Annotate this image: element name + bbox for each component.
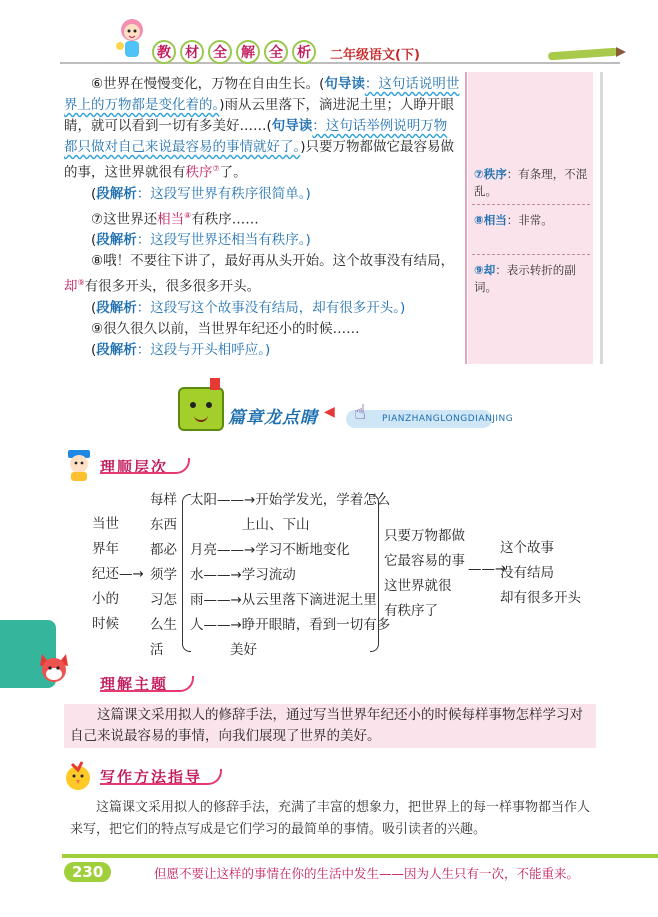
diagram-text: 没有结局 xyxy=(500,565,554,581)
text: ⑦这世界还 xyxy=(91,211,158,227)
pencil-tip-icon xyxy=(616,47,626,57)
analysis-label: 段解析 xyxy=(96,185,137,202)
diagram-text: 么生 xyxy=(150,617,177,633)
passage xyxy=(64,74,460,361)
diagram-text: 太阳——→开始学发光，学着怎么 xyxy=(190,492,391,508)
title-char: 教 xyxy=(152,40,176,64)
analysis-4: (段解析：这段与开头相呼应。) xyxy=(91,341,271,358)
note-text: ：有条理，不混乱。 xyxy=(474,167,588,198)
diagram-text: 只要万物都做 xyxy=(384,528,465,544)
diagram-text: 界年 xyxy=(92,541,119,557)
note-ref: ⑧ xyxy=(184,210,192,220)
analysis-text: ：这段与开头相呼应。) xyxy=(136,341,271,358)
notes-divider xyxy=(465,72,467,364)
diagram-text: 时候 xyxy=(92,616,119,632)
title-char: 全 xyxy=(208,40,232,64)
diagram-text: 这世界就很 xyxy=(384,578,452,594)
text: 了。 xyxy=(219,164,247,181)
page-number: 230 xyxy=(64,862,111,882)
title-char: 材 xyxy=(180,40,204,64)
footer-quote: 但愿不要让这样的事情在你的生活中发生——因为人生只有一次，不能重来。 xyxy=(154,866,580,881)
text: 有秩序…… xyxy=(191,211,259,227)
section-title-order: 理顺层次 xyxy=(100,458,169,476)
diagram-arrow: ——→ xyxy=(468,561,507,577)
fox-mascot-icon xyxy=(36,650,72,690)
diagram-col1 xyxy=(92,512,144,637)
diagram-text: 每样 xyxy=(150,492,177,508)
analysis-text: ：这段写世界有秩序很简单。) xyxy=(136,185,311,202)
text: 有很多开头，很多很多开头。 xyxy=(84,278,261,295)
diagram-text: 上山、下山 xyxy=(242,517,310,533)
paragraph-6 xyxy=(64,74,460,184)
analysis-label: 段解析 xyxy=(96,299,137,316)
diagram-text: 活 xyxy=(150,642,164,658)
note-text: ：表示转折的副词。 xyxy=(474,263,576,294)
title-underline xyxy=(100,676,194,692)
analysis-text: ：这段写这个故事没有结局，却有很多开头。) xyxy=(136,299,406,316)
note-key: ⑦秩序 xyxy=(474,167,507,181)
paragraph-7 xyxy=(64,205,460,231)
paragraph-8 xyxy=(64,251,460,298)
title-char: 析 xyxy=(292,40,316,64)
eye-icon xyxy=(206,402,212,408)
analysis-1: (段解析：这段写世界有秩序很简单。) xyxy=(91,185,311,202)
diagram-text: 水——→学习流动 xyxy=(190,567,296,583)
cube-mascot-icon xyxy=(178,387,224,431)
arrow-icon: ◀ xyxy=(324,404,335,420)
analysis-2: (段解析：这段写世界还相当有秩序。) xyxy=(91,232,311,248)
note-text: ：非常。 xyxy=(506,213,553,227)
keyword: 相当 xyxy=(157,211,185,227)
diagram-text: 美好 xyxy=(230,642,257,658)
note-key: ⑨却 xyxy=(474,263,496,277)
diagram-text: 雨——→从云里落下滴进泥土里 xyxy=(190,592,377,608)
note-ref: ⑦ xyxy=(212,164,220,173)
diagram-text: 有秩序了 xyxy=(384,603,438,619)
diagram-text: 纪还—→ xyxy=(92,566,144,582)
diagram-col2 xyxy=(150,488,177,663)
note-7 xyxy=(474,166,592,200)
diagram-brace xyxy=(370,494,379,652)
notes-edge xyxy=(600,72,603,364)
grade-label: 二年级语文(下) xyxy=(330,48,420,63)
analysis-label: 段解析 xyxy=(96,232,137,248)
guide-label: 句导读 xyxy=(324,76,365,92)
diagram-text: 当世 xyxy=(92,516,119,532)
book-title xyxy=(152,40,316,64)
diagram-text: 小的 xyxy=(92,591,119,607)
theme-text: 这篇课文采用拟人的修辞手法，通过写当世界年纪还小的时候每样事物怎样学习对自己来说最容易的事情，向我们展现了世界的美好。 xyxy=(70,707,583,744)
note-separator xyxy=(472,254,590,255)
mascot-girl-icon xyxy=(113,16,151,62)
diagram-col3 xyxy=(190,488,390,663)
guide-text: ：这句话举例说明万物都只做对自己来说最容易的事情就好了。 xyxy=(64,118,448,155)
title-underline xyxy=(100,458,190,474)
banner-title: 篇章龙点睛 xyxy=(228,408,318,428)
analysis-label: 段解析 xyxy=(96,341,137,358)
flag-icon xyxy=(210,378,220,390)
diagram-col5 xyxy=(500,536,581,611)
text: ⑥世界在慢慢变化，万物在自由生长。( xyxy=(91,76,325,92)
diagram-text: 月亮——→学习不断地变化 xyxy=(190,542,350,558)
eye-icon xyxy=(190,402,196,408)
note-key: ⑧相当 xyxy=(474,213,507,227)
diagram-text: 人——→睁开眼睛，看到一切有多 xyxy=(190,617,391,633)
note-separator xyxy=(472,204,590,205)
pencil-icon xyxy=(548,48,618,61)
title-char: 解 xyxy=(236,40,260,64)
keyword: 却 xyxy=(64,278,78,295)
title-underline xyxy=(100,769,222,785)
title-char: 全 xyxy=(264,40,288,64)
writing-text: 这篇课文采用拟人的修辞手法，充满了丰富的想象力，把世界上的每一样事物都当作人来写，把它们的特点写成是它们学习的最简单的事情。吸引读者的兴趣。 xyxy=(70,800,591,837)
text: ⑧哦！不要往下讲了，最好再从头开始。这个故事没有结局， xyxy=(91,253,455,269)
note-8 xyxy=(474,212,592,229)
text: )只要万物都做它最容易做的事，这世界就很有 xyxy=(64,139,455,181)
analysis-text: ：这段写世界还相当有秩序。) xyxy=(136,232,311,248)
analysis-3: (段解析：这段写这个故事没有结局，却有很多开头。) xyxy=(91,299,406,316)
footer-rule xyxy=(62,854,658,858)
diagram-text: 须学 xyxy=(150,567,177,583)
note-ref: ⑨ xyxy=(77,278,85,287)
text: )雨从云里落下，滴进泥土里；人睁开眼睛，就可以看到一切有多美好……( xyxy=(64,97,455,134)
keyword: 秩序 xyxy=(185,164,213,181)
section-title-writing: 写作方法指导 xyxy=(100,768,203,786)
section-title-theme: 理解主题 xyxy=(100,675,169,693)
diagram-text: 都必 xyxy=(150,542,177,558)
guide-label: 句导读 xyxy=(271,118,313,134)
guide-text: ：这句话说明世界上的万物都是变化着的。 xyxy=(64,76,460,113)
diagram-col4 xyxy=(384,524,465,624)
chick-mascot-icon xyxy=(62,760,94,794)
diagram-text: 这个故事 xyxy=(500,540,554,556)
diagram-text: 它最容易的事 xyxy=(384,553,465,569)
boy-with-cap-icon xyxy=(64,448,94,482)
diagram-text: 习怎 xyxy=(150,592,177,608)
pointing-hand-icon: ☝ xyxy=(354,400,367,424)
diagram-text: 却有很多开头 xyxy=(500,590,581,606)
note-9 xyxy=(474,262,592,296)
banner-pinyin: PIANZHANGLONGDIANJING xyxy=(382,414,514,424)
diagram-text: 东西 xyxy=(150,517,177,533)
paragraph-9: ⑨很久很久以前，当世界年纪还小的时候…… xyxy=(91,320,360,337)
